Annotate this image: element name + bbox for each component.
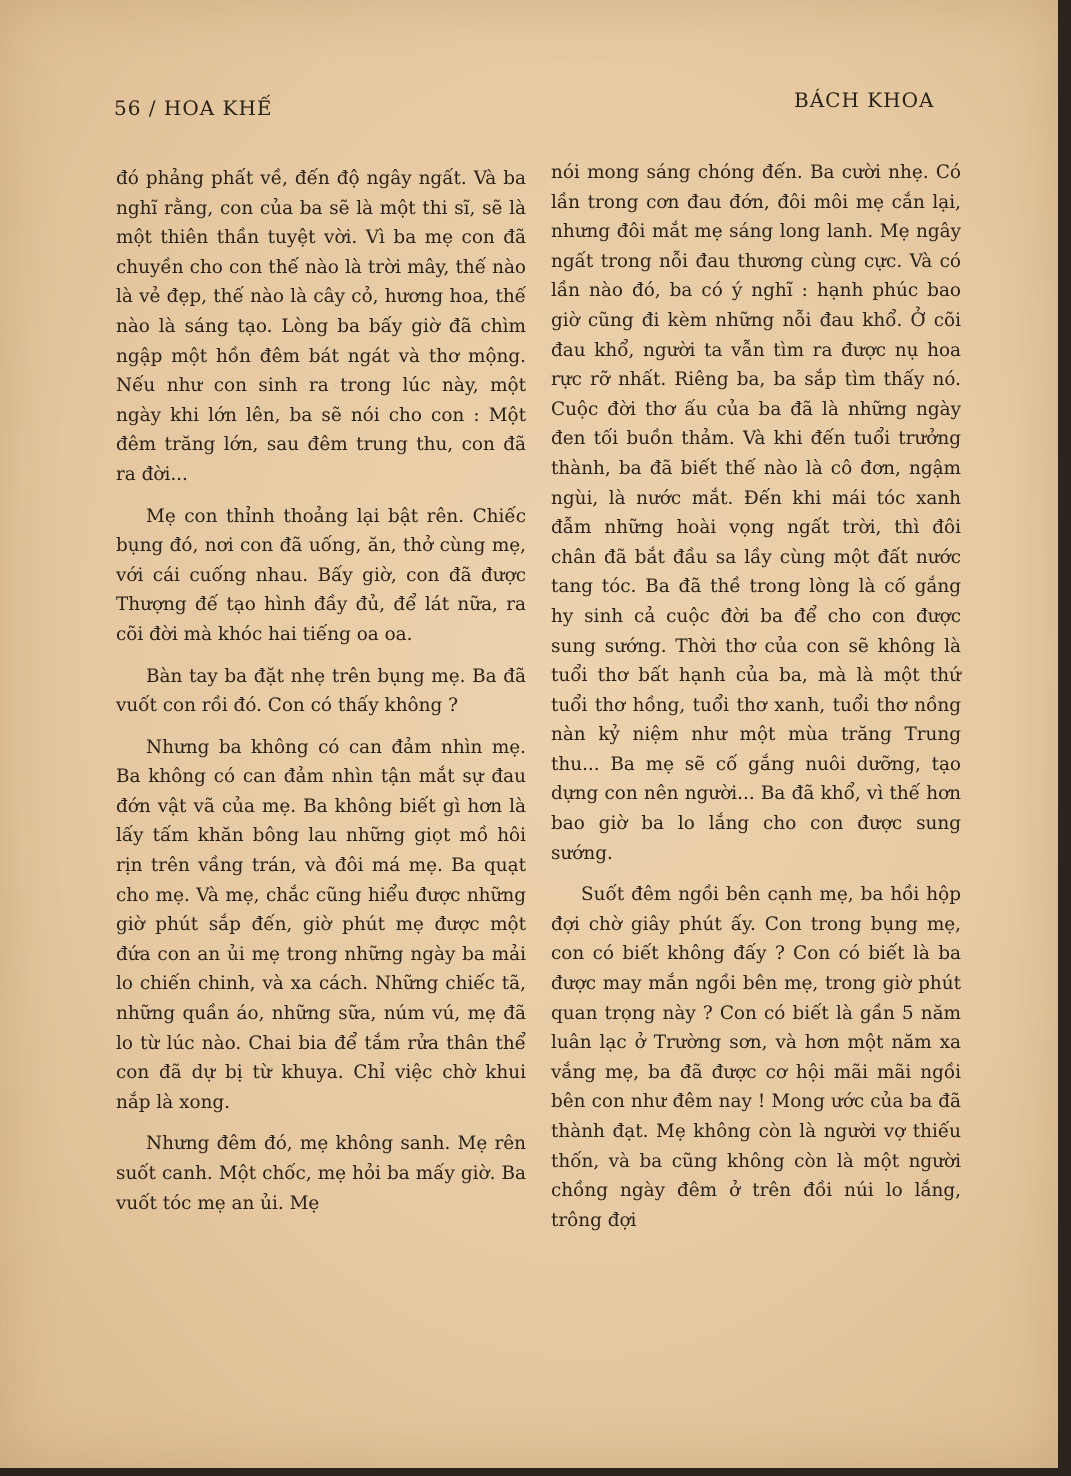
paragraph: đó phảng phất về, đến độ ngây ngất. Và ba nghĩ rằng, con của ba sẽ là một thi sĩ, sẽ là một thiên thần tuyệt vời. Vì ba mẹ con đã chuyền cho con thế nào là trời mây, thế nào là vẻ đẹp, thế nào là cây cỏ, hương hoa, thế nào là sáng tạo. Lòng ba bấy giờ đã chìm ngập một hồn đêm bát ngát và thơ mộng. Nếu như con sinh ra trong lúc này, một ngày khi lớn lên, ba sẽ nói cho con : Một đêm trăng lớn, sau đêm trung thu, con đã ra đời... <box>116 168 526 485</box>
page-number-header: 56 / HOA KHẾ <box>114 96 273 120</box>
paragraph: Nhưng ba không có can đảm nhìn mẹ. Ba không có can đảm nhìn tận mắt sự đau đớn vật vã của mẹ. Ba không biết gì hơn là lấy tấm khăn bông lau những giọt mồ hôi rịn trên vầng trán, và đôi má mẹ. Ba quạt cho mẹ. Và mẹ, chắc cũng hiểu được những giờ phút sắp đến, giờ phút mẹ được một đứa con an ủi mẹ trong những ngày ba mải lo chiến chinh, và xa cách. Những chiếc tã, những quần áo, những sữa, núm vú, mẹ đã lo từ lúc nào. Chai bia để tắm rửa thân thể con đã dự bị từ khuya. Chỉ việc chờ khui nắp là xong. <box>116 736 526 1113</box>
right-text-column <box>551 158 961 1235</box>
paragraph: Bàn tay ba đặt nhẹ trên bụng mẹ. Ba đã vuốt con rồi đó. Con có thấy không ? <box>116 665 526 717</box>
left-text-column <box>116 164 526 1218</box>
paragraph: Nhưng đêm đó, mẹ không sanh. Mẹ rên suốt canh. Một chốc, mẹ hỏi ba mấy giờ. Ba vuốt tóc mẹ an ủi. Mẹ <box>116 1133 526 1214</box>
magazine-title-header: BÁCH KHOA <box>794 88 935 112</box>
paragraph: Suốt đêm ngồi bên cạnh mẹ, ba hồi hộp đợi chờ giây phút ấy. Con trong bụng mẹ, con có biết không đấy ? Con có biết là ba được may mắn ngồi bên mẹ, trong giờ phút quan trọng này ? Con có biết là gần 5 năm luân lạc ở Trường sơn, và hơn một năm xa vắng mẹ, ba đã được cơ hội mãi mãi ngồi bên con như đêm nay ! Mong ước của ba đã thành đạt. Mẹ không còn là người vợ thiếu thốn, và ba cũng không còn là một người chồng ngày đêm ở trên đồi núi lo lắng, trông đợi <box>551 884 961 1231</box>
paragraph: nói mong sáng chóng đến. Ba cười nhẹ. Có lần trong cơn đau đớn, đôi môi mẹ cắn lại, nhưng đôi mắt mẹ sáng long lanh. Mẹ ngây ngất trong nỗi đau thương cùng cực. Và có lần nào đó, ba có ý nghĩ : hạnh phúc bao giờ cũng đi kèm những nỗi đau khổ. Ở cõi đau khổ, người ta vẫn tìm ra được nụ hoa rực rỡ nhất. Riêng ba, ba sắp tìm thấy nó. Cuộc đời thơ ấu của ba đã là những ngày đen tối buồn thảm. Và khi đến tuổi trưởng thành, ba đã biết thế nào là cô đơn, ngậm ngùi, là nước mắt. Đến khi mái tóc xanh đẫm những hoài vọng ngất trời, thì đôi chân đã bắt đầu sa lầy cùng một đất nước tang tóc. Ba đã thề trong lòng là cố gắng hy sinh cả cuộc đời ba để cho con được sung sướng. Thời thơ của con sẽ không là tuổi thơ bất hạnh của ba, mà là một thứ tuổi thơ hồng, tuổi thơ xanh, tuổi thơ nồng nàn kỷ niệm như một mùa trăng Trung thu... Ba mẹ sẽ cố gắng nuôi dưỡng, tạo dựng con nên người... Ba đã khổ, vì thế hơn bao giờ ba lo lắng cho con được sung sướng. <box>551 162 961 864</box>
paragraph: Mẹ con thỉnh thoảng lại bật rên. Chiếc bụng đó, nơi con đã uống, ăn, thở cùng mẹ, với cái cuống nhau. Bấy giờ, con đã được Thượng đế tạo hình đầy đủ, để lát nữa, ra cõi đời mà khóc hai tiếng oa oa. <box>116 505 526 645</box>
